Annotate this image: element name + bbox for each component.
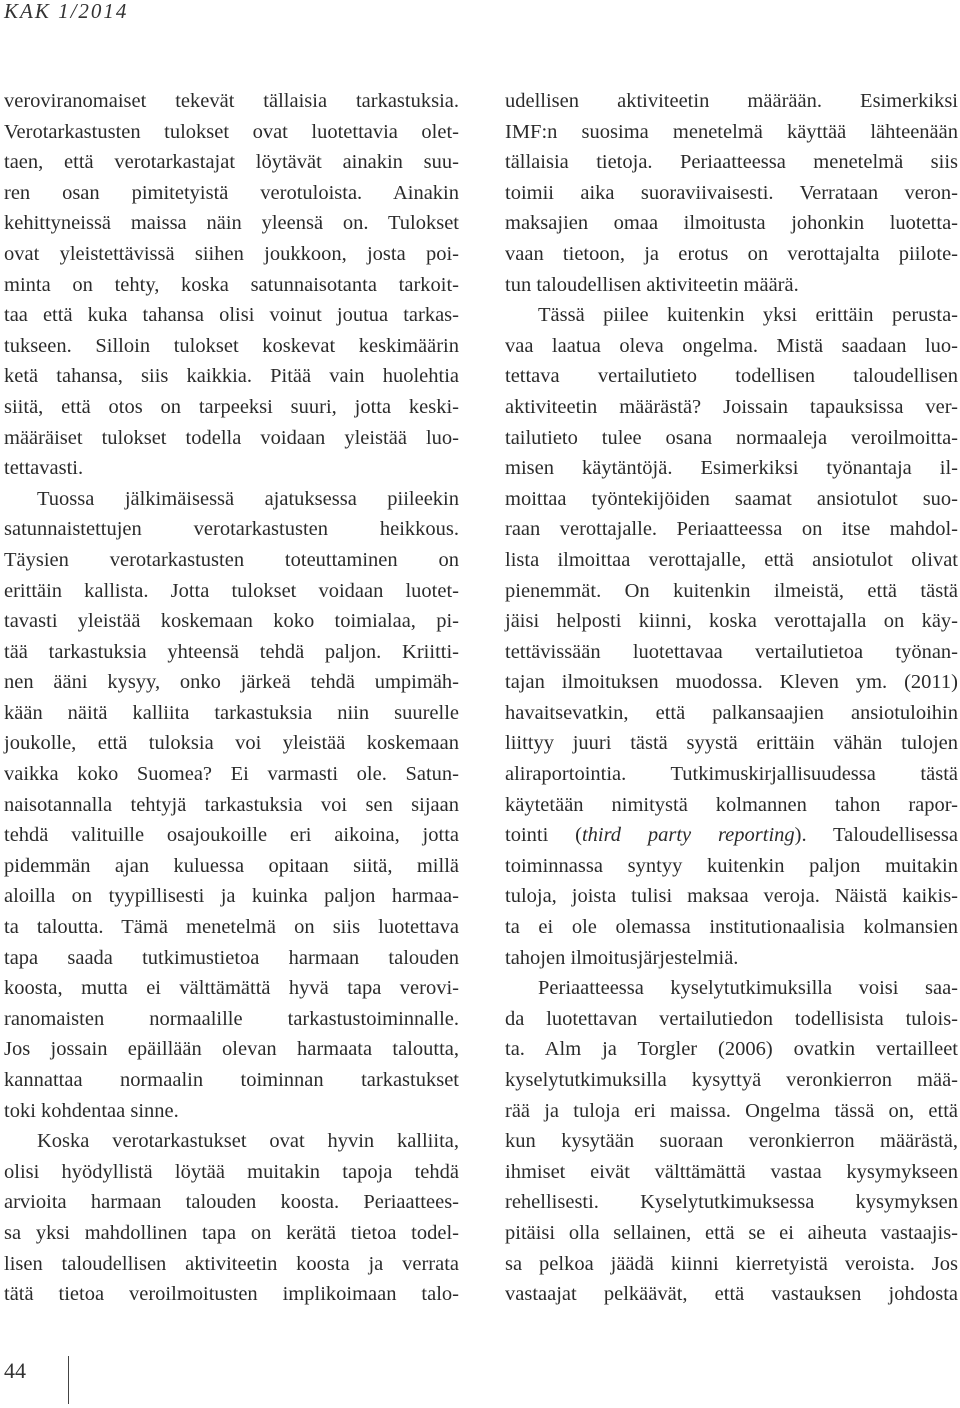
english-term: third party reporting [581, 824, 795, 847]
text-line: sa pelkoa jäädä kiinni kierretyistä veroista. Jos [505, 1252, 958, 1275]
text-line: tailutieto tulee osana normaaleja veroilmoitta- [505, 426, 958, 449]
text-line: tätä tietoa veroilmoitusten implikoimaan talo- [4, 1283, 459, 1306]
text-line: siitä, että otos on tarpeeksi suuri, jotta keski- [4, 395, 459, 418]
text-line: käytetään nimitystä kolmannen tahon rapor- [505, 793, 958, 816]
text-line: Periaatteessa kyselytutkimuksilla voisi saa- [538, 977, 958, 1000]
text-line: havaitsevatkin, että palkansaajien ansiotuloihin [505, 701, 958, 724]
text-line: kannattaa normaalin toiminnan tarkastukset [4, 1069, 459, 1091]
text-line: ta taloutta. Tämä menetelmä on siis luotettava [4, 916, 459, 939]
text-line: Tuossa jälkimäisessä ajatuksessa piileekin [37, 487, 459, 510]
text-line: Tässä piilee kuitenkin yksi erittäin perusta- [538, 304, 958, 327]
text-line: jäisi helposti kiinni, koska verottajalla on käy- [505, 610, 958, 633]
text-line: ta ei ole olemassa institutionaalisia kolmansien [505, 916, 958, 939]
text-line: moittaa työntekijöiden saamat ansiotulot suo- [505, 487, 958, 510]
text-line: ovat yleistettävissä siihen joukkoon, josta poi- [4, 242, 459, 265]
text-line: vastaajat pelkäävät, että vastauksen johdosta [505, 1283, 958, 1306]
text-line: naisotannalla tehtyjä tarkastuksia voi sen sijaan [4, 793, 459, 816]
running-head: KAK 1/2014 [4, 0, 129, 23]
text-line: tapa saada tutkimustietoa harmaan talouden [4, 946, 459, 969]
folio-divider [68, 1356, 69, 1404]
text-line: pidemmän ajan kuluessa opitaan siitä, millä [4, 854, 459, 877]
left-text-column [4, 86, 459, 1310]
text-line: koosta, mutta ei välttämättä hyvä tapa verovi- [4, 977, 459, 1000]
text-line: erittäin kallista. Jotta tulokset voidaan luotet- [4, 579, 459, 602]
text-line: tajan ilmoituksen muodossa. Kleven ym. (2011) [505, 671, 958, 694]
paragraph [505, 86, 958, 300]
text-line: pienemmät. On kuitenkin ilmeistä, että tästä [505, 579, 958, 602]
text-line: joukolle, että tuloksia voi yleistää koskemaan [4, 732, 459, 755]
text-line: lista ilmoittaa verottajalle, että ansiotulot olivat [505, 548, 958, 571]
text-line: toimii aika suoraviivaisesti. Verrataan veron- [505, 181, 958, 204]
text-line: ren osan pimitetyistä verotuloista. Ainakin [4, 181, 459, 204]
text-line: aktiviteetin määrästä? Joissain tapauksissa ver- [505, 395, 958, 418]
text-line: kun kysytään suoraan veronkierron määrästä, [505, 1130, 958, 1153]
text-line: liittyy juuri tästä syystä erittäin vähän tulojen [505, 732, 958, 755]
text-line: tuloja, joista tulisi maksaa veroja. Näistä kaikis- [505, 885, 958, 908]
text-line: IMF:n suosima menetelmä käyttää lähteenään [505, 120, 958, 143]
text-line: kehittyneissä maissa näin yleensä on. Tulokset [4, 212, 459, 235]
text-line: kyselytutkimuksilla kysyttyä veronkierron mää- [505, 1069, 958, 1091]
text-line: tahojen ilmoitusjärjestelmiä. [505, 946, 739, 969]
text-line: tointi (third party reporting). Taloudellisessa [505, 824, 958, 847]
right-text-column [505, 86, 958, 1310]
text-line: satunnaistettujen verotarkastusten heikkous. [4, 518, 459, 541]
paragraph [4, 1126, 459, 1310]
text-line: udellisen aktiviteetin määrään. Esimerkiksi [505, 90, 958, 112]
text-line: maksajien omaa ilmoitusta johonkin luotetta- [505, 212, 958, 235]
text-line: nen ääni kysyy, onko järkeä tehdä umpimäh- [4, 671, 459, 694]
paragraph [505, 973, 958, 1310]
text-line: ihmiset eivät välttämättä vastaa kysymykseen [505, 1160, 958, 1183]
text-line: vaa laatua oleva ongelma. Mistä saadaan luo- [505, 334, 958, 357]
text-line: ranomaisten normaalille tarkastustoiminnalle. [4, 1007, 459, 1030]
text-line: tettava vertailutieto todellisen taloudellisen [505, 365, 958, 388]
text-line: tettävissään luotettavaa vertailutietoa työnan- [505, 640, 958, 663]
text-line: tää tarkastuksia yhteensä tehdä paljon. Kriitti- [4, 640, 459, 663]
text-line: kään näitä kalliita tarkastuksia niin suurelle [4, 701, 459, 724]
text-line: tehdä valituille osajoukoille eri aikoina, jotta [4, 824, 459, 847]
text-line: vaikka koko Suomea? Ei varmasti ole. Satun- [4, 763, 459, 786]
text-line: rehellisesti. Kyselytutkimuksessa kysymyksen [505, 1191, 958, 1214]
text-line: Jos jossain epäillään olevan harmaata taloutta, [4, 1038, 459, 1061]
text-line: aliraportointia. Tutkimuskirjallisuudessa tästä [505, 763, 958, 786]
text-line: ketä tahansa, siis kaikkia. Pitää vain huolehtia [4, 365, 459, 388]
paragraph [505, 300, 958, 973]
text-line: tavasti yleistää koskemaan koko toimialaa, pi- [4, 610, 459, 633]
page-number: 44 [4, 1358, 26, 1383]
text-line: olisi hyödyllistä löytää muitakin tapoja tehdä [4, 1160, 459, 1183]
text-line: tun taloudellisen aktiviteetin määrä. [505, 273, 799, 296]
text-line: sa yksi mahdollinen tapa on kerätä tietoa todel- [4, 1221, 459, 1244]
text-line: raan verottajalle. Periaatteessa on itse mahdol- [505, 518, 958, 541]
text-line: rää ja tuloja eri maissa. Ongelma tässä on, että [505, 1099, 958, 1122]
text-line: minta on tehty, koska satunnaisotanta tarkoit- [4, 273, 459, 296]
text-line: tällaisia tietoja. Periaatteessa menetelmä siis [505, 151, 958, 174]
text-line: Koska verotarkastukset ovat hyvin kalliita, [37, 1130, 459, 1153]
text-line: ta. Alm ja Torgler (2006) ovatkin vertailleet [505, 1038, 958, 1061]
text-line: misen käytäntöjä. Esimerkiksi työnantaja il- [505, 457, 958, 480]
text-line: Täysien verotarkastusten toteuttaminen on [4, 548, 459, 571]
text-line: määräiset tulokset todella voidaan yleistää luo- [4, 426, 459, 449]
text-line: toiminnassa syntyy kuitenkin paljon muitakin [505, 854, 958, 877]
paragraph [4, 86, 459, 484]
text-line: taen, että verotarkastajat löytävät ainakin suu- [4, 151, 459, 174]
paragraph [4, 484, 459, 1126]
text-line: Verotarkastusten tulokset ovat luotettavia olet- [4, 120, 459, 143]
text-line: da luotettavan vertailutiedon todellisista tulois- [505, 1007, 958, 1030]
text-line: lisen taloudellisen aktiviteetin koosta ja verrata [4, 1252, 459, 1275]
text-line: tukseen. Silloin tulokset koskevat keskimäärin [4, 334, 459, 357]
text-line: arvioita harmaan talouden koosta. Periaattees- [4, 1191, 459, 1214]
text-line: vaan tietoon, ja erotus on verottajalta piilote- [505, 242, 958, 265]
text-line: aloilla on tyypillisesti ja kuinka paljon harmaa- [4, 885, 459, 908]
text-line: tettavasti. [4, 457, 84, 480]
text-line: toki kohdentaa sinne. [4, 1099, 179, 1122]
text-line: veroviranomaiset tekevät tällaisia tarkastuksia. [4, 90, 459, 112]
text-line: pitäisi olla sellainen, että se ei aiheuta vastaajis- [505, 1221, 958, 1244]
text-line: taa että kuka tahansa olisi voinut joutua tarkas- [4, 304, 459, 327]
